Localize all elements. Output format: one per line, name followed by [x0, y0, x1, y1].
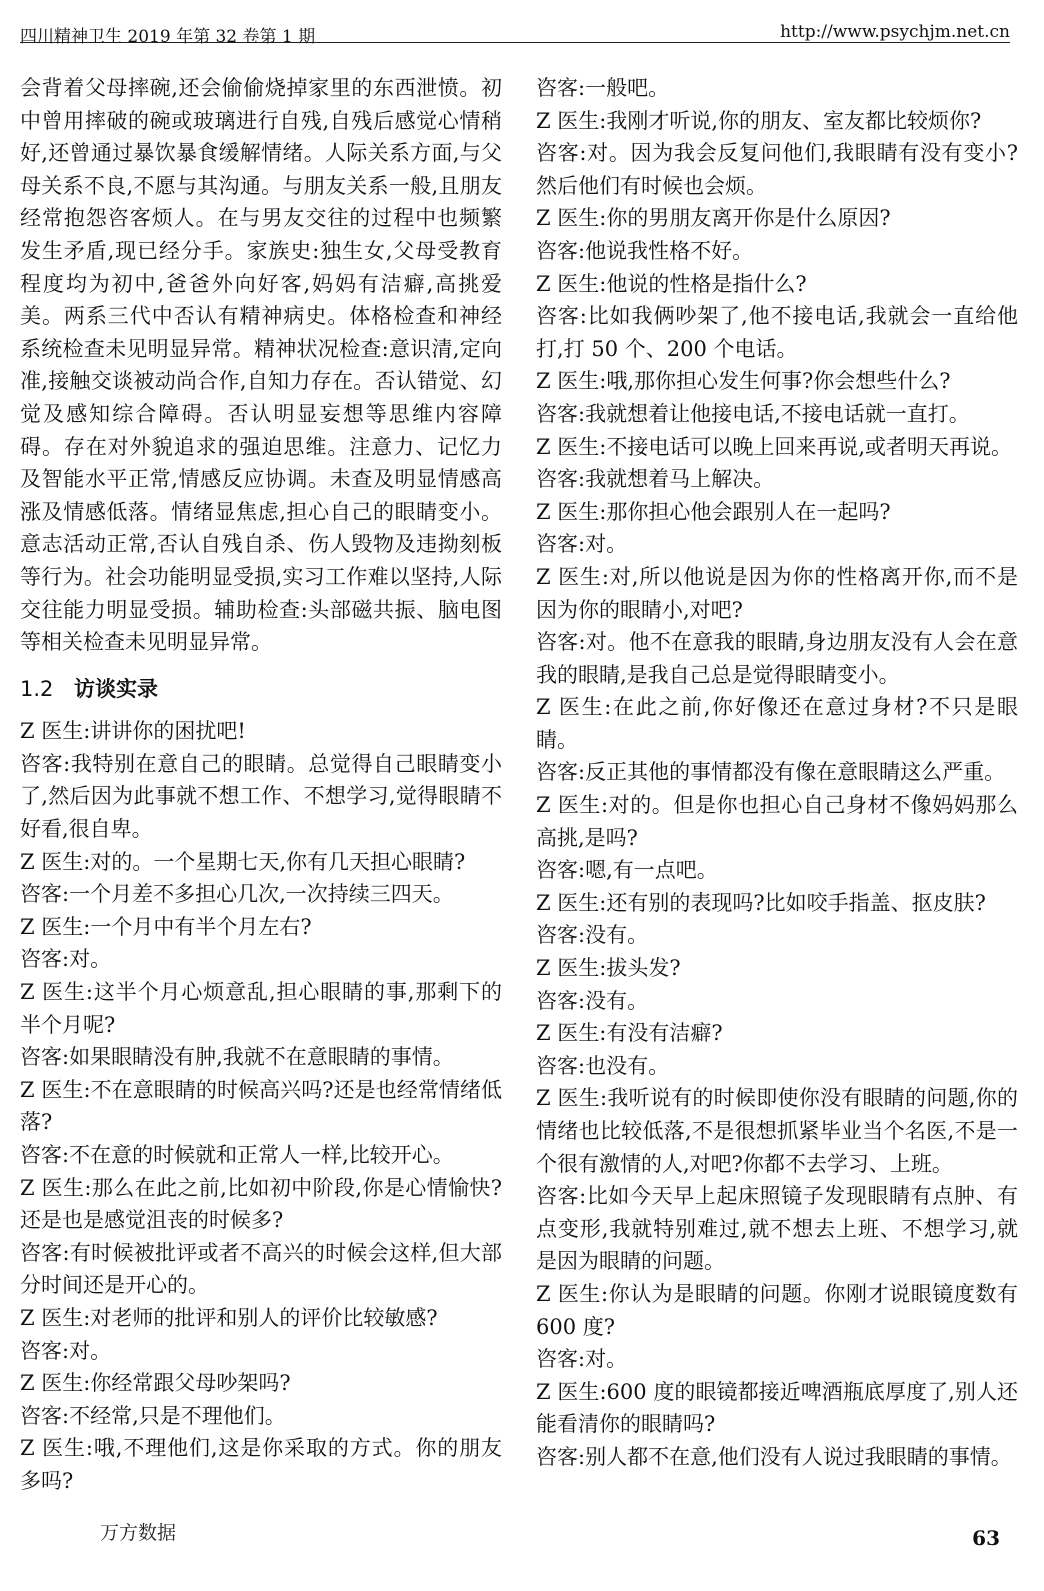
dialogue-line: [536, 496, 1018, 529]
journal-title: 四川精神卫生 2019 年第 32 卷第 1 期: [20, 27, 316, 47]
speaker-label: Z 医生:: [536, 434, 607, 459]
speaker-label: Z 医生:: [20, 980, 93, 1005]
dialogue-line: [536, 1082, 1018, 1180]
dialogue-line: [20, 1074, 502, 1139]
speaker-label: Z 医生:: [20, 1175, 92, 1200]
speaker-label: 咨客:: [20, 1338, 70, 1363]
speaker-label: 咨客:: [536, 923, 586, 948]
dialogue-line: [536, 300, 1018, 365]
utterance-text: 600 度的眼镜都接近啤酒瓶底厚度了,别人还能看清你的眼睛吗?: [536, 1379, 1019, 1437]
utterance-text: 他说的性格是指什么?: [606, 271, 807, 296]
speaker-label: 咨客:: [536, 141, 587, 166]
speaker-label: Z 医生:: [536, 1281, 609, 1306]
speaker-label: 咨客:: [536, 401, 586, 426]
dialogue-line: [536, 1017, 1018, 1050]
dialogue-line: [20, 1237, 502, 1302]
dialogue-line: [536, 105, 1018, 138]
database-watermark: 万方数据: [100, 1522, 177, 1544]
dialogue-line: [536, 72, 1018, 105]
utterance-text: 一般吧。: [585, 76, 670, 100]
speaker-label: 咨客:: [536, 76, 586, 100]
dialogue-line: [536, 528, 1018, 561]
utterance-text: 如果眼睛没有肿,我就不在意眼睛的事情。: [69, 1045, 454, 1070]
speaker-label: Z 医生:: [536, 1086, 608, 1111]
dialogue-line: [536, 1343, 1018, 1376]
section-title: 访谈实录: [74, 676, 158, 701]
dialogue-line: [20, 1139, 502, 1172]
dialogue-line: [536, 398, 1018, 431]
speaker-label: Z 医生:: [536, 956, 607, 981]
dialogue-line: [536, 235, 1018, 268]
utterance-text: 对。: [585, 1347, 628, 1372]
utterance-text: 拔头发?: [606, 956, 681, 981]
utterance-text: 不在意的时候就和正常人一样,比较开心。: [69, 1143, 454, 1167]
dialogue-line: [20, 715, 502, 748]
dialogue-line: [536, 561, 1018, 626]
dialogue-line: [20, 943, 502, 976]
utterance-text: 一个月中有半个月左右?: [90, 914, 312, 939]
dialogue-line: [536, 202, 1018, 235]
utterance-text: 反正其他的事情都没有像在意眼睛这么严重。: [585, 760, 1006, 785]
speaker-label: Z 医生:: [536, 890, 607, 915]
speaker-label: Z 医生:: [536, 564, 609, 589]
dialogue-line: [20, 1367, 502, 1400]
speaker-label: Z 医生:: [536, 108, 607, 133]
speaker-label: 咨客:: [536, 1444, 586, 1469]
speaker-label: 咨客:: [20, 1403, 70, 1428]
dialogue-line: [536, 268, 1018, 301]
dialogue-line: [20, 911, 502, 944]
right-column: [536, 72, 1018, 1474]
utterance-text: 我就想着马上解决。: [585, 467, 775, 492]
speaker-label: 咨客:: [20, 751, 71, 776]
dialogue-line: [536, 789, 1018, 854]
dialogue-line: [536, 137, 1018, 202]
utterance-text: 别人都不在意,他们没有人说过我眼睛的事情。: [585, 1444, 1012, 1469]
utterance-text: 那你担心他会跟别人在一起吗?: [606, 499, 891, 524]
dialogue-line: [20, 1041, 502, 1074]
utterance-text: 对老师的批评和别人的评价比较敏感?: [90, 1305, 438, 1330]
speaker-label: 咨客:: [536, 304, 587, 329]
section-heading: [20, 673, 502, 706]
utterance-text: 没有。: [585, 988, 649, 1013]
interview-transcript-right: [536, 72, 1018, 1474]
speaker-label: 咨客:: [536, 532, 586, 557]
utterance-text: 有时候被批评或者不高兴的时候会这样,但大部分时间还是开心的。: [20, 1240, 502, 1298]
running-header: [20, 18, 1010, 47]
section-number: 1.2: [20, 676, 54, 701]
utterance-text: 他说我性格不好。: [585, 238, 754, 263]
utterance-text: 我刚才听说,你的朋友、室友都比较烦你?: [606, 108, 982, 133]
utterance-text: 对的。但是你也担心自己身材不像妈妈那么高挑,是吗?: [536, 793, 1019, 850]
speaker-label: 咨客:: [20, 947, 70, 972]
speaker-label: 咨客:: [536, 1053, 586, 1078]
speaker-label: Z 医生:: [20, 719, 91, 744]
utterance-text: 对。: [69, 1338, 112, 1363]
speaker-label: 咨客:: [536, 630, 586, 655]
dialogue-line: [536, 1180, 1018, 1278]
speaker-label: Z 医生:: [20, 1305, 91, 1330]
speaker-label: Z 医生:: [20, 914, 91, 939]
speaker-label: 咨客:: [536, 988, 586, 1013]
speaker-label: Z 医生:: [536, 1021, 607, 1046]
utterance-text: 哦,不理他们,这是你采取的方式。你的朋友多吗?: [20, 1436, 502, 1493]
utterance-text: 不经常,只是不理他们。: [69, 1403, 286, 1428]
utterance-text: 对。因为我会反复问他们,我眼睛有没有变小?然后他们有时候也会烦。: [536, 141, 1018, 198]
dialogue-line: [536, 1050, 1018, 1083]
utterance-text: 也没有。: [585, 1053, 670, 1078]
utterance-text: 一个月差不多担心几次,一次持续三四天。: [69, 882, 454, 907]
left-column: [20, 72, 502, 1498]
utterance-text: 不接电话可以晚上回来再说,或者明天再说。: [606, 434, 1013, 459]
journal-url: http://www.psychjm.net.cn: [780, 22, 1010, 42]
dialogue-line: [536, 854, 1018, 887]
dialogue-line: [536, 626, 1018, 691]
speaker-label: 咨客:: [536, 1184, 587, 1209]
utterance-text: 这半个月心烦意乱,担心眼睛的事,那剩下的半个月呢?: [20, 980, 502, 1037]
dialogue-line: [536, 1441, 1018, 1474]
interview-transcript-left: [20, 715, 502, 1497]
dialogue-line: [536, 463, 1018, 496]
utterance-text: 对。: [585, 532, 628, 557]
utterance-text: 哦,那你担心发生何事?你会想些什么?: [606, 369, 951, 394]
speaker-label: Z 医生:: [536, 1379, 607, 1404]
utterance-text: 那么在此之前,比如初中阶段,你是心情愉快?还是也是感觉沮丧的时候多?: [20, 1175, 503, 1233]
dialogue-line: [20, 748, 502, 846]
dialogue-line: [20, 1400, 502, 1433]
speaker-label: 咨客:: [20, 1045, 70, 1070]
speaker-label: 咨客:: [20, 1240, 70, 1265]
dialogue-line: [20, 1432, 502, 1497]
utterance-text: 对。: [69, 947, 112, 972]
dialogue-line: [536, 1278, 1018, 1343]
dialogue-line: [20, 1335, 502, 1368]
page-number: 63: [972, 1526, 1000, 1550]
dialogue-line: [20, 878, 502, 911]
speaker-label: Z 医生:: [536, 271, 607, 296]
speaker-label: 咨客:: [536, 238, 586, 263]
dialogue-line: [536, 691, 1018, 756]
dialogue-line: [536, 431, 1018, 464]
speaker-label: 咨客:: [536, 760, 586, 785]
case-history-paragraph: 会背着父母摔碗,还会偷偷烧掉家里的东西泄愤。初中曾用摔破的碗或玻璃进行自残,自残后感觉心情稍好,还曾通过暴饮暴食缓解情绪。人际关系方面,与父母关系不良,不愿与其沟通。与朋友关系一般,且朋友经常抱怨咨客烦人。在与男友交往的过程中也频繁发生矛盾,现已经分手。家族史:独生女,父母受教育程度均为初中,爸爸外向好客,妈妈有洁癖,高挑爱美。两系三代中否认有精神病史。体格检查和神经系统检查未见明显异常。精神状况检查:意识清,定向准,接触交谈被动尚合作,自知力存在。否认错觉、幻觉及感知综合障碍。否认明显妄想等思维内容障碍。存在对外貌追求的强迫思维。注意力、记忆力及智能水平正常,情感反应协调。未查及明显情感高涨及情感低落。情绪显焦虑,担心自己的眼睛变小。意志活动正常,否认自残自杀、伤人毁物及违拗刻板等行为。社会功能明显受损,实习工作难以坚持,人际交往能力明显受损。辅助检查:头部磁共振、脑电图等相关检查未见明显异常。: [20, 76, 502, 655]
dialogue-line: [536, 919, 1018, 952]
speaker-label: 咨客:: [536, 1347, 586, 1372]
utterance-text: 讲讲你的困扰吧!: [90, 719, 246, 744]
utterance-text: 对。他不在意我的眼睛,身边朋友没有人会在意我的眼睛,是我自己总是觉得眼睛变小。: [536, 630, 1018, 687]
speaker-label: Z 医生:: [536, 369, 607, 394]
utterance-text: 对,所以他说是因为你的性格离开你,而不是因为你的眼睛小,对吧?: [536, 564, 1018, 622]
dialogue-line: [20, 1172, 502, 1237]
utterance-text: 比如今天早上起床照镜子发现眼睛有点肿、有点变形,我就特别难过,就不想去上班、不想学习,就是因为眼睛的问题。: [536, 1184, 1018, 1274]
speaker-label: Z 医生:: [20, 1077, 91, 1102]
utterance-text: 你经常跟父母吵架吗?: [90, 1371, 291, 1396]
utterance-text: 比如我俩吵架了,他不接电话,我就会一直给他打,打 50 个、200 个电话。: [536, 304, 1018, 361]
dialogue-line: [536, 985, 1018, 1018]
dialogue-line: [20, 846, 502, 879]
utterance-text: 我特别在意自己的眼睛。总觉得自己眼睛变小了,然后因为此事就不想工作、不想学习,觉得眼睛不好看,很自卑。: [20, 751, 502, 842]
utterance-text: 在此之前,你好像还在意过身材?不只是眼睛。: [536, 695, 1019, 752]
utterance-text: 没有。: [585, 923, 649, 948]
speaker-label: Z 医生:: [536, 206, 607, 231]
dialogue-line: [536, 887, 1018, 920]
speaker-label: 咨客:: [536, 858, 586, 883]
dialogue-line: [20, 1302, 502, 1335]
speaker-label: Z 医生:: [20, 1436, 93, 1461]
dialogue-line: [536, 952, 1018, 985]
utterance-text: 不在意眼睛的时候高兴吗?还是也经常情绪低落?: [20, 1077, 502, 1135]
speaker-label: Z 医生:: [536, 499, 607, 524]
utterance-text: 你的男朋友离开你是什么原因?: [606, 206, 891, 231]
dialogue-line: [536, 365, 1018, 398]
speaker-label: Z 医生:: [20, 849, 91, 874]
speaker-label: 咨客:: [20, 882, 70, 907]
speaker-label: Z 医生:: [20, 1371, 91, 1396]
utterance-text: 你认为是眼睛的问题。你刚才说眼镜度数有 600 度?: [536, 1281, 1019, 1339]
utterance-text: 还有别的表现吗?比如咬手指盖、抠皮肤?: [606, 890, 986, 915]
utterance-text: 我就想着让他接电话,不接电话就一直打。: [585, 401, 970, 426]
utterance-text: 对的。一个星期七天,你有几天担心眼睛?: [90, 849, 466, 874]
dialogue-line: [536, 756, 1018, 789]
speaker-label: 咨客:: [20, 1143, 70, 1167]
dialogue-line: [536, 1376, 1018, 1441]
utterance-text: 有没有洁癖?: [606, 1021, 723, 1046]
dialogue-line: [20, 976, 502, 1041]
speaker-label: Z 医生:: [536, 695, 612, 720]
utterance-text: 我听说有的时候即使你没有眼睛的问题,你的情绪也比较低落,不是很想抓紧毕业当个名医,不是一个很有激情的人,对吧?你都不去学习、上班。: [536, 1086, 1018, 1176]
speaker-label: 咨客:: [536, 467, 586, 492]
speaker-label: Z 医生:: [536, 793, 609, 818]
utterance-text: 嗯,有一点吧。: [585, 858, 718, 883]
